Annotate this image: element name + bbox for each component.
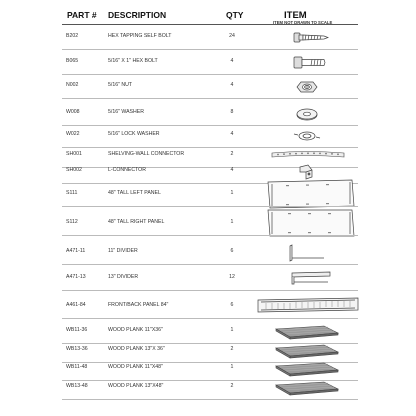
table-row (62, 184, 358, 206)
wood-plank-icon (62, 377, 358, 397)
part-number: W008 (66, 109, 80, 115)
part-description: WOOD PLANK 11"X36" (108, 327, 163, 333)
part-description: 5/16" NUT (108, 82, 133, 88)
table-row (62, 103, 358, 125)
divider-13-icon (62, 268, 358, 288)
header-scale-note: ITEM NOT DRAWN TO SCALE (273, 20, 333, 25)
part-quantity: 2 (230, 346, 234, 352)
wood-plank-icon (62, 358, 358, 378)
hex-bolt-icon (62, 52, 358, 72)
hex-tapping-bolt-icon (62, 27, 358, 47)
table-row (62, 27, 358, 49)
row-divider (62, 49, 358, 50)
part-quantity: 2 (230, 151, 234, 157)
wood-plank-icon (62, 321, 358, 341)
row-divider (62, 206, 358, 207)
l-connector-icon (62, 161, 358, 181)
part-number: A461-84 (66, 302, 86, 308)
part-quantity: 1 (230, 364, 234, 370)
row-divider (62, 98, 358, 99)
part-description: L-CONNECTOR (108, 167, 146, 173)
left-panel-icon (62, 184, 358, 204)
table-row (62, 125, 358, 147)
part-quantity: 1 (230, 219, 234, 225)
part-quantity: 1 (230, 327, 234, 333)
part-number: WB11-36 (66, 327, 88, 333)
part-quantity: 4 (230, 82, 234, 88)
table-row (62, 242, 358, 264)
part-number: N002 (66, 82, 79, 88)
part-description: 48" TALL LEFT PANEL (108, 190, 161, 196)
part-quantity: 6 (230, 248, 234, 254)
part-description: SHELVING-WALL CONNECTOR (108, 151, 185, 157)
part-quantity: 12 (229, 274, 235, 280)
part-description: 5/16" X 1" HEX BOLT (108, 58, 158, 64)
part-number: W022 (66, 131, 80, 137)
part-number: SH002 (66, 167, 82, 173)
part-description: 5/16" WASHER (108, 109, 144, 115)
part-quantity: 2 (230, 383, 234, 389)
part-number: A471-13 (66, 274, 86, 280)
table-row (62, 76, 358, 98)
part-description: 5/16" LOCK WASHER (108, 131, 160, 137)
part-quantity: 1 (230, 190, 234, 196)
divider-11-icon (62, 242, 358, 262)
part-quantity: 4 (230, 131, 234, 137)
washer-icon (62, 103, 358, 123)
lock-washer-icon (62, 125, 358, 145)
part-number: S112 (66, 219, 78, 225)
part-description: HEX TAPPING SELF BOLT (108, 33, 172, 39)
row-divider (62, 318, 358, 319)
table-row (62, 377, 358, 399)
table-row (62, 161, 358, 183)
part-number: A471-11 (66, 248, 86, 254)
part-number: B065 (66, 58, 79, 64)
part-number: WB11-48 (66, 364, 88, 370)
part-number: SH001 (66, 151, 82, 157)
part-number: WB13-48 (66, 383, 88, 389)
header-item: ITEM (284, 10, 307, 21)
part-number: S111 (66, 190, 78, 196)
part-number: B202 (66, 33, 79, 39)
header-part: PART # (67, 10, 97, 20)
wood-plank-icon (62, 340, 358, 360)
part-description: 13" DIVIDER (108, 274, 139, 280)
row-divider (62, 290, 358, 291)
part-quantity: 4 (230, 58, 234, 64)
part-quantity: 4 (230, 167, 234, 173)
part-description: WOOD PLANK 11"X48" (108, 364, 163, 370)
row-divider (62, 264, 358, 265)
part-quantity: 24 (229, 33, 235, 39)
hex-nut-icon (62, 76, 358, 96)
front-back-panel-icon (62, 296, 358, 316)
header-description: DESCRIPTION (108, 10, 167, 20)
header-qty: QTY (226, 10, 244, 20)
part-quantity: 6 (230, 302, 234, 308)
part-description: FRONT/BACK PANEL 84" (108, 302, 169, 308)
row-divider (62, 399, 358, 400)
part-description: 48" TALL RIGHT PANEL (108, 219, 165, 225)
part-description: WOOD PLANK 13"X 36" (108, 346, 165, 352)
header-divider (62, 24, 358, 25)
part-quantity: 8 (230, 109, 234, 115)
table-row (62, 268, 358, 290)
row-divider (62, 74, 358, 75)
right-panel-icon (62, 213, 358, 233)
table-row (62, 296, 358, 318)
table-row (62, 52, 358, 74)
row-divider (62, 235, 358, 236)
part-description: 11" DIVIDER (108, 248, 138, 254)
table-row (62, 213, 358, 235)
part-description: WOOD PLANK 13"X48" (108, 383, 164, 389)
part-number: WB13-36 (66, 346, 88, 352)
